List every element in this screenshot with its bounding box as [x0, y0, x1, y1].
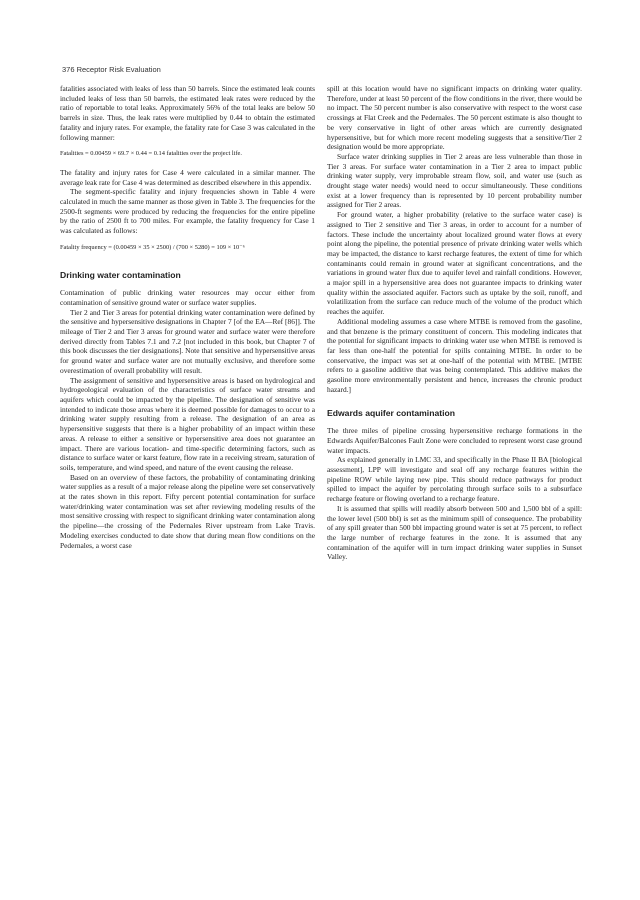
paragraph: fatalities associated with leaks of less than 50 barrels. Since the estimated leak counts included leaks of less than 50 barrels, the estimated leak rates were reduced by the ratio of reportable to total leaks. Approximately 56% of the total leaks are below 50 barrels in size. Thus, the leak rates were multiplied by 0.44 to obtain the estimated fatality and injury rates. For example, the fatality rate for Case 3 was calculated in the following manner:	[60, 84, 315, 142]
left-column	[60, 84, 315, 550]
equation-fatalities: Fatalities = 0.00459 × 69.7 × 0.44 = 0.14 fatalities over the project life.	[60, 150, 242, 158]
running-head: 376 Receptor Risk Evaluation	[62, 65, 161, 74]
paragraph: Contamination of public drinking water resources may occur either from contamination of sensitive ground water or surface water supplies.	[60, 288, 315, 307]
paragraph: The segment-specific fatality and injury frequencies shown in Table 4 were calculated in much the same manner as those given in Table 3. The frequencies for the 2500-ft segments were produced by reducing the frequencies for the entire pipeline by the ratio of 2500 ft to 700 miles. For example, the fatality frequency for Case 1 was calculated as follows:	[60, 187, 315, 236]
paragraph: spill at this location would have no significant impacts on drinking water quality. Therefore, under at least 50 percent of the flow conditions in the river, there would be no impact. The 50 percent number is also conservative with respect to the worst case crossings at Flat Creek and the Pedernales. The 50 percent estimate is also thought to be very conservative in light of other areas which are currently designated hypersensitive, but for which more recent modeling suggests that a sensitive/Tier 2 designation would be more appropriate.	[327, 84, 582, 152]
equation-fatality-frequency: Fatality frequency = (0.00459 × 35 × 2500) / (700 × 5280) = 109 × 10⁻⁶	[60, 243, 245, 251]
paragraph: For ground water, a higher probability (relative to the surface water case) is assigned to Tier 2 sensitive and Tier 3 areas, in order to account for a number of factors. These include the uncertainty about localized ground water flows at every point along the pipeline, the potential presence of private drinking water wells which may be impacted, the distance to karst recharge features, the extent of time for which contaminants could remain in ground water at significant concentrations, and the variations in ground water flux due to aquifer level and rainfall conditions. However, a major spill in a hypersensitive area does not guarantee impacts to drinking water quality within the associated aquifer. Factors such as uptake by the soil, runoff, and volatilization from the surface can reduce much of the volume of the product which reaches the aquifer.	[327, 210, 582, 317]
paragraph: It is assumed that spills will readily absorb between 500 and 1,500 bbl of a spill: the lower level (500 bbl) is set as the minimum spill of consequence. The probability of any spill greater than 500 bbl impacting ground water is set at 75 percent, to reflect the large number of recharge features in the zone. It is assumed that any contamination of the aquifer will in turn impact drinking water supplies in Sunset Valley.	[327, 503, 582, 562]
paragraph: The fatality and injury rates for Case 4 were calculated in a similar manner. The average leak rate for Case 4 was determined as described elsewhere in this appendix.	[60, 167, 315, 187]
paragraph: The assignment of sensitive and hypersensitive areas is based on hydrological and hydrogeological evaluation of the characteristics of surface water streams and aquifers which could be impacted by the pipeline. The designation of sensitive was intended to indicate those areas where it is deemed possible for damages to occur to a drinking water supply resulting from a release. The designation of an area as hypersensitive suggests that there is a higher probability of an impact within these areas. A release to either a sensitive or hypersensitive area does not guarantee an impact. There are various location- and time-specific determining factors, such as distance to surface water or karst feature, flow rate in a receiving stream, saturation of soils, temperature, and wind speed, and nature of the event causing the release.	[60, 375, 315, 472]
paragraph: The three miles of pipeline crossing hypersensitive recharge formations in the Edwards Aquifer/Balcones Fault Zone were concluded to represent worst case ground water impacts.	[327, 426, 582, 455]
right-column	[327, 84, 582, 562]
paragraph: As explained generally in LMC 33, and specifically in the Phase II BA [biological assessment], LPP will investigate and seal off any recharge features within the pipeline ROW while laying new pipe. This should reduce pathways for product spilled to impact the aquifer by percolating through surface soils to a subsurface recharge feature or flowing overland to a recharge feature.	[327, 455, 582, 504]
paragraph: Tier 2 and Tier 3 areas for potential drinking water contamination were defined by the sensitive and hypersensitive designations in Chapter 7 [of the EA—Ref [86]]. The mileage of Tier 2 and Tier 3 areas for ground water and surface water were therefore derived directly from Tables 7.1 and 7.2 [not included in this book, but Chapter 7 of this book discusses the tier designations]. Note that sensitive and hypersensitive areas for ground water and surface water are not mutually exclusive, and therefore some overestimation of overall probability will result.	[60, 307, 315, 375]
section-heading-drinking-water: Drinking water contamination	[60, 269, 181, 280]
paragraph: Additional modeling assumes a case where MTBE is removed from the gasoline, and that benzene is the primary constituent of concern. This modeling indicates that the potential for significant impacts to drinking water use when MTBE is removed is far less than one-half the potential for spills containing MTBE. In order to be conservative, the impact was set at one-half of the potential with MTBE. [MTBE refers to a gasoline additive that was being contemplated. This additive makes the gasoline more environmentally persistent and hence, increases the chronic product hazard.]	[327, 316, 582, 394]
section-heading-edwards-aquifer: Edwards aquifer contamination	[327, 407, 455, 418]
paragraph: Based on an overview of these factors, the probability of contaminating drinking water supplies as a result of a major release along the pipeline were set conservatively at the rates shown in this report. Fifty percent potential contamination for surface water/drinking water contamination was set after reviewing modeling results of the most sensitive crossing with respect to significant drinking water contamination along the pipeline—the crossing of the Pedernales River upstream from Lake Travis. Modeling exercises conducted to date show that during mean flow conditions on the Pedernales, a worst case	[60, 472, 315, 550]
paragraph: Surface water drinking supplies in Tier 2 areas are less vulnerable than those in Tier 3 areas. For surface water contamination in a Tier 2 area to impact public drinking water supply, very improbable stream flow, soil, and water use (such as drought stage water needs) would need to occur simultaneously. These conditions exist at a lower frequency than is represented by 10 percent probability number assigned for Tier 2 areas.	[327, 151, 582, 210]
